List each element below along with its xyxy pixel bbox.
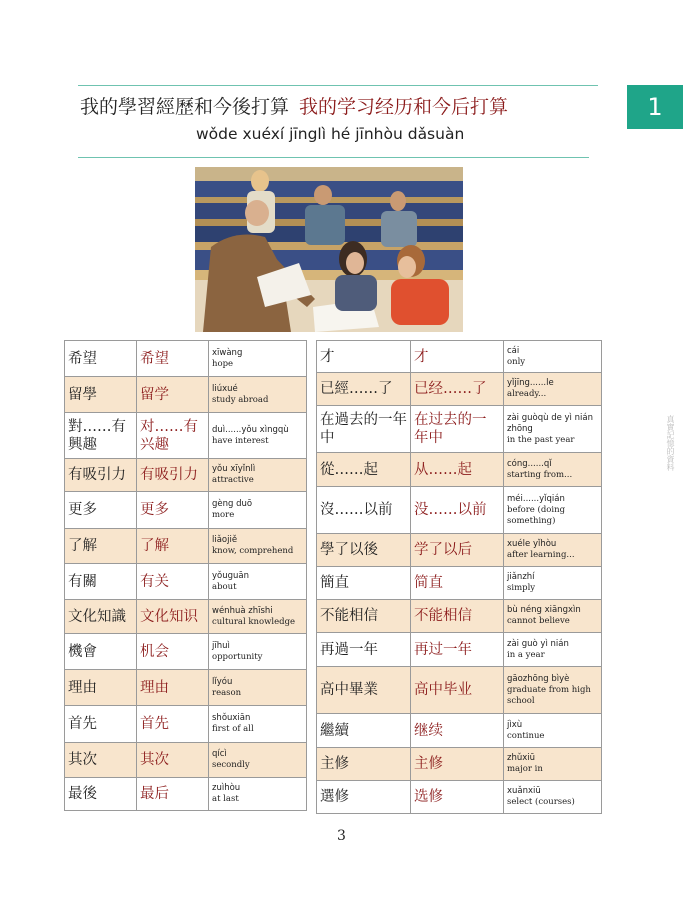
vocab-pinyin: méi......yǐqián (507, 493, 565, 504)
vocab-traditional: 學了以後 (317, 534, 411, 567)
vocab-definition (209, 529, 307, 564)
vocab-simplified: 文化知识 (137, 600, 209, 634)
vocab-definition (504, 748, 602, 781)
vocab-english: about (212, 581, 237, 592)
vocab-simplified: 简直 (411, 567, 504, 600)
vocab-row (65, 634, 307, 670)
vocab-traditional: 從……起 (317, 453, 411, 487)
vocab-definition (209, 413, 307, 459)
vocab-row (65, 413, 307, 459)
vocab-traditional: 有吸引力 (65, 459, 137, 492)
vocab-simplified: 有吸引力 (137, 459, 209, 492)
vocab-definition (504, 453, 602, 487)
vocab-row (317, 667, 602, 714)
vocab-simplified: 选修 (411, 781, 504, 814)
vocab-traditional: 留學 (65, 377, 137, 413)
vocab-english: attractive (212, 475, 254, 485)
vocab-row (65, 564, 307, 600)
vocab-pinyin: xīwàng (212, 347, 243, 358)
vocab-pinyin: cái (507, 345, 520, 356)
vocab-definition (209, 600, 307, 634)
vocab-traditional: 繼續 (317, 714, 411, 748)
vocab-simplified: 希望 (137, 341, 209, 377)
vocab-table-right (316, 340, 602, 814)
vocab-definition (209, 670, 307, 706)
vocab-definition (504, 341, 602, 373)
vocab-simplified: 最后 (137, 778, 209, 811)
vocab-definition (504, 714, 602, 748)
vocab-traditional: 希望 (65, 341, 137, 377)
vocab-row (317, 487, 602, 534)
vocab-simplified: 更多 (137, 492, 209, 529)
vocab-pinyin: liúxué (212, 383, 238, 394)
vocab-simplified: 留学 (137, 377, 209, 413)
vocab-pinyin: lǐyóu (212, 676, 233, 687)
vocab-row (65, 670, 307, 706)
vocab-pinyin: xuéle yǐhòu (507, 539, 557, 549)
vocab-pinyin: xuǎnxiū (507, 786, 541, 796)
vocab-traditional: 才 (317, 341, 411, 373)
vocab-definition (209, 743, 307, 778)
vocab-definition (504, 781, 602, 814)
vocab-row (317, 406, 602, 453)
vocab-simplified: 主修 (411, 748, 504, 781)
vocab-row (317, 341, 602, 373)
vocab-definition (504, 667, 602, 714)
vocab-traditional: 選修 (317, 781, 411, 814)
chapter-tab: 1 (627, 85, 683, 129)
vocab-traditional: 了解 (65, 529, 137, 564)
vocab-english: know, comprehend (212, 546, 294, 556)
vocab-definition (504, 534, 602, 567)
vocab-pinyin: liǎojiě (212, 535, 238, 545)
vocab-pinyin: duì......yǒu xìngqù (212, 424, 289, 435)
vocab-english: opportunity (212, 651, 263, 662)
vocab-row (65, 492, 307, 529)
vocab-simplified: 再过一年 (411, 633, 504, 667)
vocab-simplified: 高中毕业 (411, 667, 504, 714)
vocab-traditional: 再過一年 (317, 633, 411, 667)
vocab-english: first of all (212, 724, 254, 734)
vocab-english: in the past year (507, 434, 575, 445)
vocab-row (317, 534, 602, 567)
vocab-simplified: 在过去的一年中 (411, 406, 504, 453)
vocab-row (65, 706, 307, 743)
vocab-simplified: 有关 (137, 564, 209, 600)
vocab-pinyin: zhǔxiū (507, 753, 536, 763)
vocab-simplified: 没……以前 (411, 487, 504, 534)
vocab-simplified: 已经……了 (411, 373, 504, 406)
vocab-simplified: 才 (411, 341, 504, 373)
vocab-english: more (212, 510, 235, 520)
vocab-english: cultural knowledge (212, 616, 296, 627)
vocab-definition (209, 778, 307, 811)
vocab-definition (209, 634, 307, 670)
title-simplified: 我的学习经历和今后打算 (299, 96, 509, 118)
vocab-pinyin: bù néng xiāngxìn (507, 605, 581, 615)
vocab-traditional: 有關 (65, 564, 137, 600)
vocab-traditional: 在過去的一年中 (317, 406, 411, 453)
vocab-english: secondly (212, 760, 250, 770)
vocab-definition (209, 706, 307, 743)
vocab-simplified: 继续 (411, 714, 504, 748)
title-bottom-rule (78, 157, 589, 158)
vocab-english: graduate from high school (507, 684, 591, 706)
vocab-english: already... (507, 389, 547, 399)
vocab-pinyin: zuìhòu (212, 783, 241, 793)
vocab-english: select (courses) (507, 797, 575, 807)
vocab-english: starting from... (507, 469, 573, 480)
vocab-pinyin: jīhuì (212, 640, 230, 651)
vocab-pinyin: jìxù (507, 719, 523, 730)
vocab-traditional: 高中畢業 (317, 667, 411, 714)
vocab-row (317, 748, 602, 781)
vocab-definition (209, 459, 307, 492)
vocab-english: study abroad (212, 394, 269, 405)
vocab-definition (504, 567, 602, 600)
vocab-traditional: 首先 (65, 706, 137, 743)
vocab-english: have interest (212, 435, 269, 446)
vocab-definition (504, 487, 602, 534)
vocab-english: reason (212, 687, 242, 698)
vocab-english: before (doing something) (507, 504, 566, 526)
vocab-traditional: 已經……了 (317, 373, 411, 406)
vocab-row (65, 743, 307, 778)
vocab-simplified: 学了以后 (411, 534, 504, 567)
vocab-traditional: 簡直 (317, 567, 411, 600)
classroom-photo (195, 167, 463, 332)
page-number: 3 (337, 828, 346, 844)
vocab-simplified: 了解 (137, 529, 209, 564)
vocab-row (317, 781, 602, 814)
vocab-row (317, 600, 602, 633)
vocab-row (65, 778, 307, 811)
vocab-english: major in (507, 764, 543, 774)
page-title (80, 94, 600, 120)
vocab-english: hope (212, 358, 234, 369)
vocab-traditional: 更多 (65, 492, 137, 529)
vocab-pinyin: zài guòqù de yì nián zhōng (507, 412, 593, 434)
vocab-simplified: 从……起 (411, 453, 504, 487)
vocab-definition (504, 406, 602, 453)
vocab-definition (209, 377, 307, 413)
vocab-definition (504, 373, 602, 406)
vocab-traditional: 文化知識 (65, 600, 137, 634)
vocab-row (317, 714, 602, 748)
side-note: 真實記憶的資料 (666, 415, 675, 471)
vocab-traditional: 不能相信 (317, 600, 411, 633)
vocab-traditional: 主修 (317, 748, 411, 781)
vocab-row (65, 377, 307, 413)
vocab-pinyin: yǐjīng......le (507, 378, 554, 388)
title-top-rule (78, 85, 598, 86)
vocab-simplified: 不能相信 (411, 600, 504, 633)
vocab-row (65, 600, 307, 634)
vocab-simplified: 首先 (137, 706, 209, 743)
vocab-english: at last (212, 794, 239, 804)
vocab-traditional: 其次 (65, 743, 137, 778)
vocab-traditional: 理由 (65, 670, 137, 706)
title-traditional: 我的學習經歷和今後打算 (80, 96, 290, 118)
vocab-pinyin: wénhuà zhīshi (212, 605, 273, 616)
vocab-definition (504, 633, 602, 667)
vocab-pinyin: shǒuxiān (212, 713, 251, 723)
vocab-table-left (64, 340, 307, 811)
vocab-traditional: 機會 (65, 634, 137, 670)
vocab-simplified: 其次 (137, 743, 209, 778)
vocab-traditional: 最後 (65, 778, 137, 811)
vocab-simplified: 理由 (137, 670, 209, 706)
vocab-row (65, 341, 307, 377)
vocab-english: continue (507, 730, 545, 741)
vocab-pinyin: qícì (212, 749, 227, 759)
vocab-definition (209, 492, 307, 529)
vocab-traditional: 沒……以前 (317, 487, 411, 534)
vocab-simplified: 对……有兴趣 (137, 413, 209, 459)
vocab-pinyin: jiǎnzhí (507, 572, 535, 582)
vocab-row (65, 529, 307, 564)
vocab-pinyin: yǒu xīyǐnlì (212, 464, 256, 474)
vocab-english: after learning... (507, 550, 575, 560)
vocab-pinyin: yǒuguān (212, 570, 249, 581)
vocab-definition (209, 564, 307, 600)
vocab-row (317, 453, 602, 487)
vocab-pinyin: gāozhōng bìyè (507, 673, 570, 684)
vocab-english: in a year (507, 649, 545, 660)
vocab-english: simply (507, 583, 536, 593)
vocab-row (317, 567, 602, 600)
vocab-english: only (507, 356, 526, 367)
vocab-row (65, 459, 307, 492)
vocab-pinyin: gèng duō (212, 499, 253, 509)
vocab-simplified: 机会 (137, 634, 209, 670)
vocab-row (317, 373, 602, 406)
vocab-definition (504, 600, 602, 633)
title-pinyin: wǒde xuéxí jīnglì hé jīnhòu dǎsuàn (196, 125, 465, 143)
vocab-english: cannot believe (507, 616, 570, 626)
vocab-pinyin: cóng......qǐ (507, 458, 552, 469)
vocab-definition (209, 341, 307, 377)
vocab-traditional: 對……有興趣 (65, 413, 137, 459)
vocab-pinyin: zài guò yì nián (507, 638, 569, 649)
vocab-row (317, 633, 602, 667)
